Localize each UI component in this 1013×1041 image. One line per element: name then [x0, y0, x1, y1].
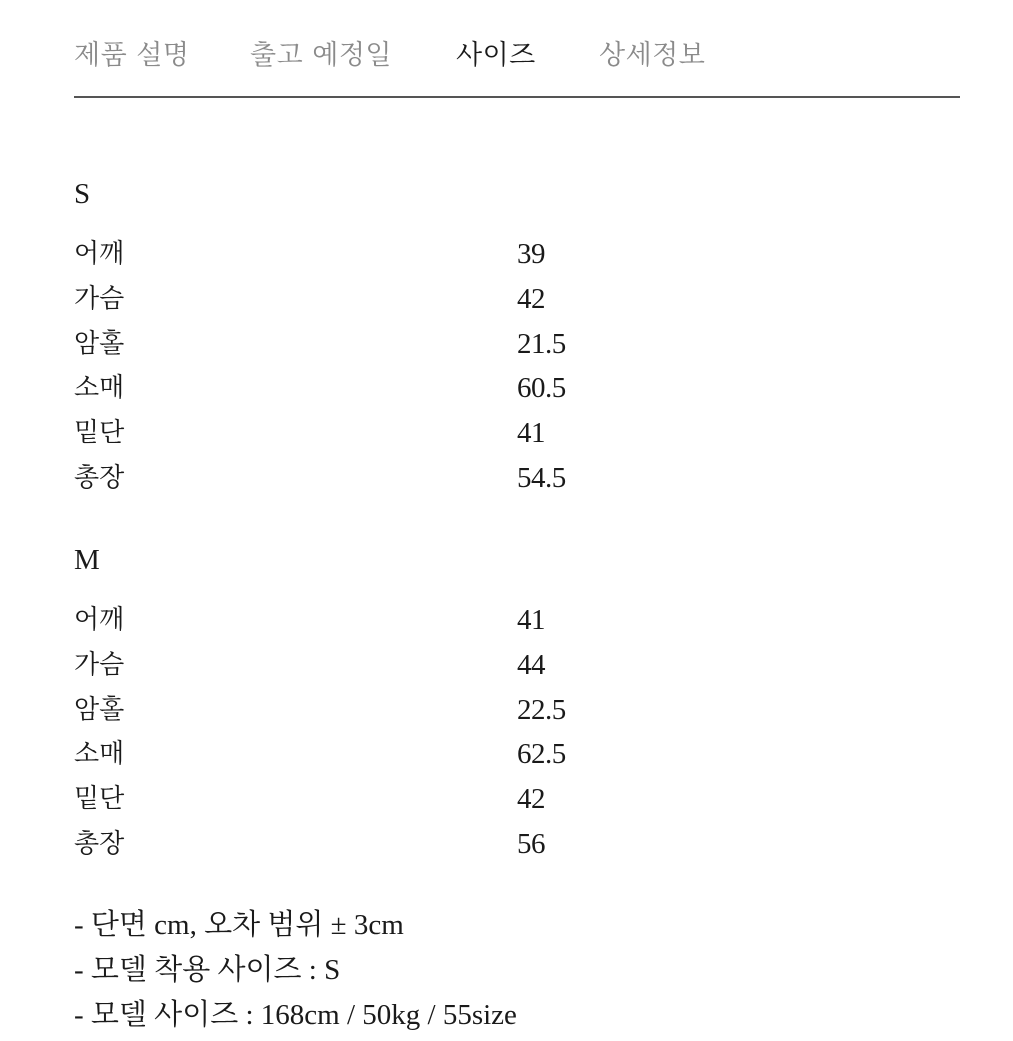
measure-label: 총장	[74, 828, 125, 859]
measure-label: 가슴	[74, 283, 125, 314]
table-row	[74, 370, 774, 415]
measure-label: 암홀	[74, 328, 125, 359]
table-row	[74, 647, 774, 692]
tab-bar	[74, 0, 960, 98]
size-s-title: S	[74, 178, 91, 210]
tab-size[interactable]: 사이즈	[456, 40, 536, 71]
measure-value: 42	[517, 783, 545, 816]
measure-value: 42	[517, 282, 545, 315]
measure-value: 62.5	[517, 738, 566, 771]
measure-label: 소매	[74, 739, 125, 770]
table-row	[74, 326, 774, 371]
measure-value: 54.5	[517, 461, 566, 494]
tab-product-description[interactable]: 제품 설명	[74, 40, 190, 71]
measure-value: 44	[517, 648, 545, 681]
measure-label: 총장	[74, 462, 125, 493]
measure-label: 밑단	[74, 784, 125, 815]
table-row	[74, 281, 774, 326]
measure-value: 21.5	[517, 327, 566, 360]
table-row	[74, 236, 774, 281]
table-row	[74, 826, 774, 871]
note-model-body-size: - 모델 사이즈 : 168cm / 50kg / 55size	[74, 999, 517, 1031]
table-row	[74, 415, 774, 460]
measure-label: 어깨	[74, 605, 125, 635]
measure-value: 60.5	[517, 372, 566, 405]
size-s-table	[74, 236, 774, 505]
table-row	[74, 602, 774, 647]
table-row	[74, 736, 774, 781]
tab-details[interactable]: 상세정보	[599, 40, 706, 71]
measure-label: 밑단	[74, 418, 125, 449]
size-m-table	[74, 602, 774, 871]
measure-value: 39	[517, 238, 545, 270]
measure-value: 41	[517, 604, 545, 636]
table-row	[74, 692, 774, 737]
measure-label: 어깨	[74, 239, 125, 269]
measure-value: 41	[517, 417, 545, 450]
size-m-title: M	[74, 544, 100, 576]
measure-label: 가슴	[74, 649, 125, 680]
table-row	[74, 781, 774, 826]
tab-shipping-date[interactable]: 출고 예정일	[250, 40, 392, 71]
size-notes	[74, 906, 974, 1041]
measure-value: 56	[517, 827, 545, 860]
measure-value: 22.5	[517, 693, 566, 726]
note-model-size-worn: - 모델 착용 사이즈 : S	[74, 954, 341, 986]
measure-label: 암홀	[74, 694, 125, 725]
table-row	[74, 460, 774, 505]
measure-label: 소매	[74, 373, 125, 404]
note-measurement: - 단면 cm, 오차 범위 ± 3cm	[74, 909, 404, 941]
